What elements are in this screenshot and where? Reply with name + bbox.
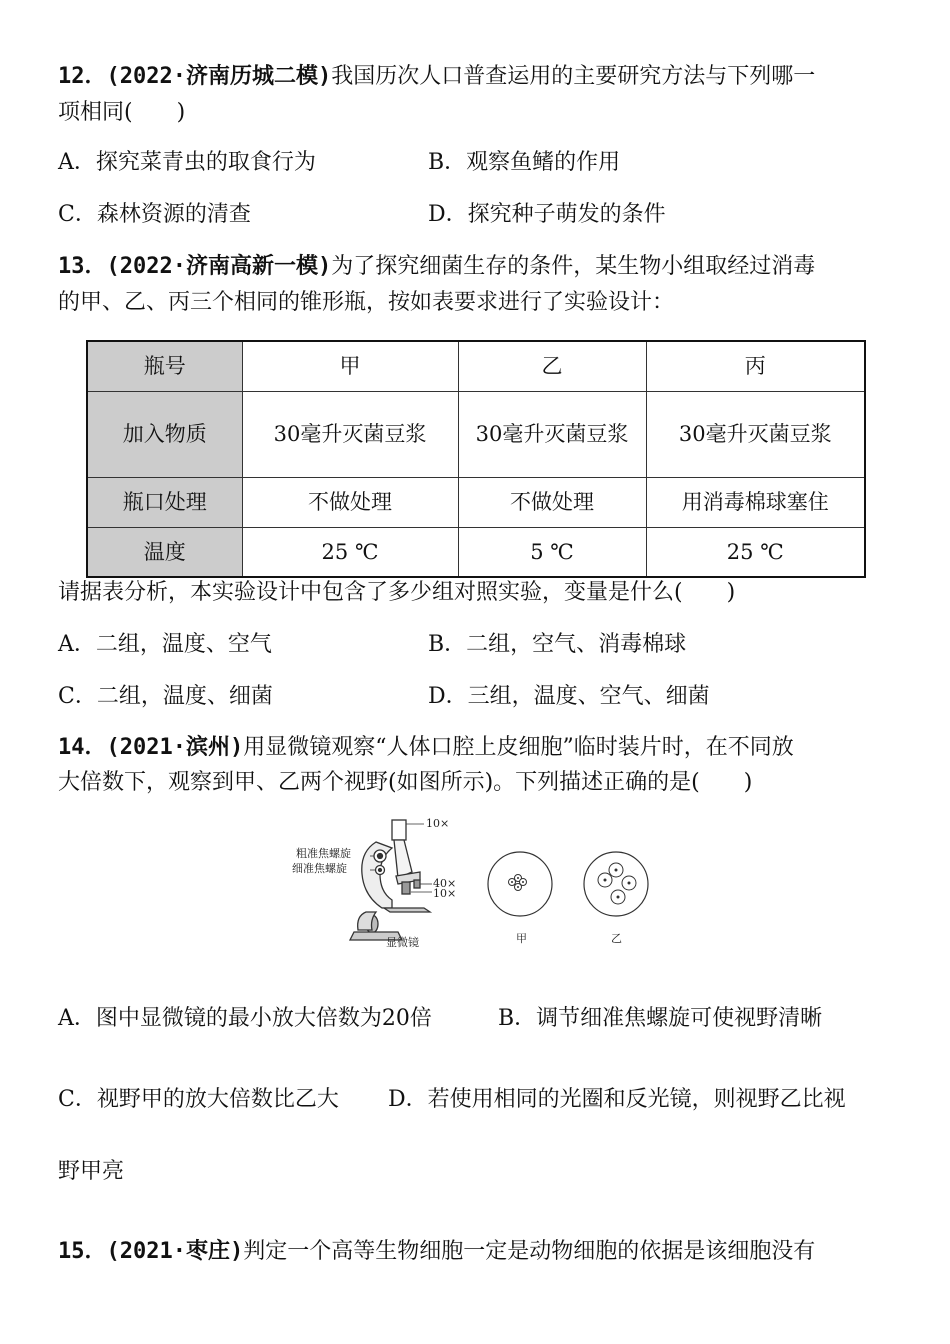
caption-microscope: 显微镜 bbox=[386, 936, 419, 949]
q13-stem-line2: 的甲、乙、丙三个相同的锥形瓶，按如表要求进行了实验设计： bbox=[58, 290, 675, 315]
q15-stem-text: 判定一个高等生物细胞一定是动物细胞的依据是该细胞没有 bbox=[243, 1239, 816, 1264]
table-cell: 用消毒棉球塞住 bbox=[646, 477, 865, 527]
table-cell: 30毫升灭菌豆浆 bbox=[646, 391, 865, 477]
table-header-cell: 丙 bbox=[646, 341, 865, 391]
table-row bbox=[87, 391, 865, 477]
q14-option-b[interactable]: B．调节细准焦螺旋可使视野清晰 bbox=[498, 1006, 823, 1031]
q13-stem-line1 bbox=[58, 252, 815, 282]
q15-source: (2021·枣庄) bbox=[106, 1239, 244, 1264]
table-cell: 瓶口处理 bbox=[87, 477, 242, 527]
table-cell: 30毫升灭菌豆浆 bbox=[458, 391, 646, 477]
label-objective-10: 10× bbox=[433, 887, 457, 900]
label-coarse-focus: 粗准焦螺旋 bbox=[296, 847, 351, 860]
q12-option-c[interactable]: C．森林资源的清查 bbox=[58, 202, 251, 227]
q12-option-b[interactable]: B．观察鱼鳍的作用 bbox=[428, 150, 621, 175]
label-eyepiece: 10× bbox=[426, 817, 450, 830]
table-cell: 温度 bbox=[87, 527, 242, 577]
caption-field-b: 乙 bbox=[611, 932, 622, 945]
q12-source: (2022·济南历城二模) bbox=[106, 64, 332, 89]
q14-option-d[interactable]: D．若使用相同的光圈和反光镜，则视野乙比视 bbox=[388, 1087, 846, 1112]
table-cell: 加入物质 bbox=[87, 391, 242, 477]
q13-option-a[interactable]: A．二组，温度、空气 bbox=[58, 632, 272, 657]
q14-option-c[interactable]: C．视野甲的放大倍数比乙大 bbox=[58, 1087, 339, 1112]
table-cell: 5 ℃ bbox=[458, 527, 646, 577]
table-header-cell: 瓶号 bbox=[87, 341, 242, 391]
q13-number: 13． bbox=[58, 254, 107, 279]
q14-number: 14． bbox=[58, 735, 107, 760]
table-cell: 25 ℃ bbox=[646, 527, 865, 577]
q14-stem-line1 bbox=[58, 733, 794, 763]
caption-field-a: 甲 bbox=[516, 932, 527, 945]
table-cell: 25 ℃ bbox=[242, 527, 458, 577]
table-cell: 不做处理 bbox=[458, 477, 646, 527]
field-of-view-a bbox=[488, 852, 552, 916]
q13-stem-text: 为了探究细菌生存的条件，某生物小组取经过消毒 bbox=[331, 254, 816, 279]
label-objective-40: 40× bbox=[433, 877, 457, 890]
field-of-view-b bbox=[584, 852, 648, 916]
q15-number: 15． bbox=[58, 1239, 107, 1264]
q13-question: 请据表分析，本实验设计中包含了多少组对照实验，变量是什么( ) bbox=[58, 580, 736, 605]
q14-source: (2021·滨州) bbox=[106, 735, 244, 760]
table-header-cell: 甲 bbox=[242, 341, 458, 391]
q13-source: (2022·济南高新一模) bbox=[106, 254, 332, 279]
q12-option-d[interactable]: D．探究种子萌发的条件 bbox=[428, 202, 666, 227]
table-header-row bbox=[87, 341, 865, 391]
q14-option-d-continued: 野甲亮 bbox=[58, 1159, 125, 1184]
table-row bbox=[87, 477, 865, 527]
q15-stem-line1 bbox=[58, 1237, 815, 1267]
q14-option-a[interactable]: A．图中显微镜的最小放大倍数为20倍 bbox=[58, 1006, 432, 1031]
q12-stem-line1 bbox=[58, 62, 815, 92]
q13-option-c[interactable]: C．二组，温度、细菌 bbox=[58, 684, 273, 709]
q13-option-d[interactable]: D．三组，温度、空气、细菌 bbox=[428, 684, 710, 709]
label-fine-focus: 细准焦螺旋 bbox=[292, 862, 347, 875]
experiment-table bbox=[86, 340, 866, 578]
table-header-cell: 乙 bbox=[458, 341, 646, 391]
q14-stem-line2: 大倍数下，观察到甲、乙两个视野(如图所示)。下列描述正确的是( ) bbox=[58, 770, 753, 795]
q13-option-b[interactable]: B．二组，空气、消毒棉球 bbox=[428, 632, 687, 657]
q12-number: 12． bbox=[58, 64, 107, 89]
table-cell: 30毫升灭菌豆浆 bbox=[242, 391, 458, 477]
table-cell: 不做处理 bbox=[242, 477, 458, 527]
q12-stem-line2: 项相同( ) bbox=[58, 100, 186, 125]
microscope-figure bbox=[280, 812, 680, 958]
q14-stem-text: 用显微镜观察“人体口腔上皮细胞”临时装片时，在不同放 bbox=[243, 735, 794, 760]
microscope-drawing bbox=[350, 820, 432, 940]
q12-stem-text: 我国历次人口普查运用的主要研究方法与下列哪一 bbox=[331, 64, 816, 89]
q12-option-a[interactable]: A．探究菜青虫的取食行为 bbox=[58, 150, 316, 175]
table-row bbox=[87, 527, 865, 577]
